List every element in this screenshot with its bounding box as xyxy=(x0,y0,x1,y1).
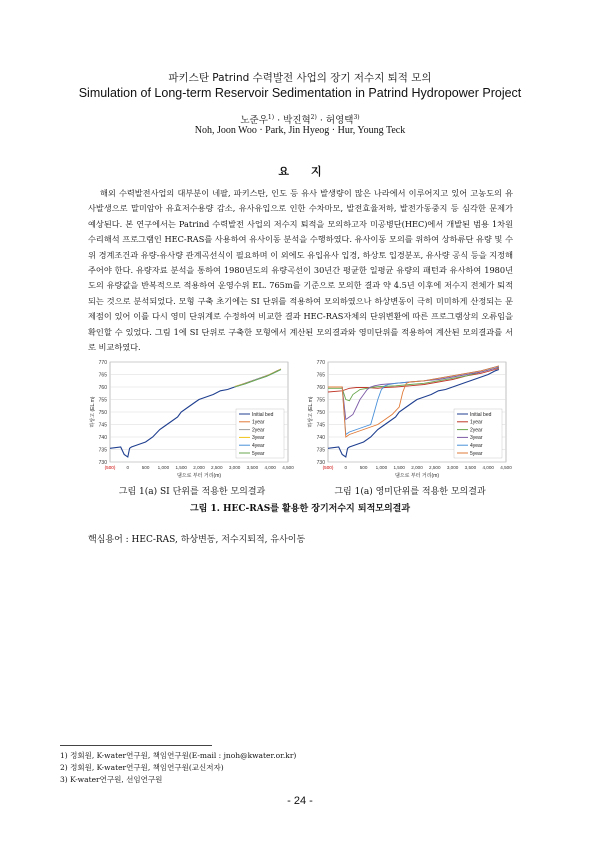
x-tick-label: 2,000 xyxy=(193,465,205,470)
chart-panel-b xyxy=(306,358,514,487)
author-name: 허영택 xyxy=(325,115,354,126)
legend-label: 3year xyxy=(470,435,483,442)
x-tick-label: 4,500 xyxy=(500,465,512,470)
x-tick-label: 1,000 xyxy=(157,465,170,470)
y-axis-label: 하상고 (EL.m) xyxy=(90,396,96,428)
author-separator: · xyxy=(274,115,284,126)
chart-panel-a xyxy=(88,358,296,487)
x-tick-label: 1,500 xyxy=(393,465,405,470)
y-tick-label: 765 xyxy=(98,372,107,379)
x-axis-label: 댐으로 부터 거리(m) xyxy=(394,473,440,479)
y-tick-label: 760 xyxy=(316,385,325,391)
keywords: 핵심용어 : HEC-RAS, 하상변동, 저수지퇴적, 유사이동 xyxy=(88,535,306,545)
x-tick-label: 2,500 xyxy=(429,465,441,470)
legend-label: 2year xyxy=(470,427,483,434)
y-tick-label: 765 xyxy=(316,372,325,379)
legend-label: 1year xyxy=(252,419,265,426)
y-tick-label: 740 xyxy=(316,435,325,441)
authors-english: Noh, Joon Woo · Park, Jin Hyeog · Hur, Young Teck xyxy=(194,125,406,136)
author-separator: · xyxy=(316,115,326,126)
author-footnote-mark: 1) xyxy=(267,113,275,121)
footnote-divider xyxy=(60,745,212,746)
x-tick-label: 3,000 xyxy=(228,465,241,470)
legend-label: 4year xyxy=(470,443,483,449)
y-tick-label: 735 xyxy=(98,447,107,454)
y-tick-label: 745 xyxy=(316,422,325,429)
y-axis-label: 하상고 (EL.m) xyxy=(308,396,314,428)
footnotes xyxy=(60,750,296,786)
x-tick-label: 4,500 xyxy=(282,465,294,470)
y-tick-label: 750 xyxy=(98,410,107,416)
y-tick-label: 750 xyxy=(316,410,325,416)
x-tick-label: 3,000 xyxy=(446,465,459,470)
footnote: 3) K-water연구원, 선임연구원 xyxy=(60,775,163,784)
y-tick-label: 730 xyxy=(316,460,325,466)
x-tick-label: 1,000 xyxy=(375,465,388,470)
x-tick-label: 0 xyxy=(344,465,348,470)
title-english: Simulation of Long-term Reservoir Sedimentation in Patrind Hydropower Project xyxy=(78,86,522,100)
subcaption-a: 그림 1(a) SI 단위를 적용한 모의결과 xyxy=(118,487,266,497)
x-tick-label: 2,000 xyxy=(411,465,423,470)
legend-label: 1year xyxy=(470,419,483,426)
y-tick-label: 745 xyxy=(98,422,107,429)
y-tick-label: 760 xyxy=(98,385,107,391)
x-tick-label: 500 xyxy=(359,465,368,470)
y-tick-label: 735 xyxy=(316,447,325,454)
y-tick-label: 755 xyxy=(316,397,325,404)
title-korean: 파키스탄 Patrind 수력발전 사업의 장기 저수지 퇴적 모의 xyxy=(168,72,432,84)
page-number: - 24 - xyxy=(287,795,313,807)
legend-label: Initial bed xyxy=(252,411,274,418)
chart-a-svg xyxy=(88,358,296,483)
legend-label: 2year xyxy=(252,427,265,434)
abstract-heading: 요지 xyxy=(278,165,344,178)
abstract-text: 해외 수력발전사업의 대부분이 네팔, 파키스탄, 인도 등 유사 발생량이 많은 나라에서 이루어지고 있어 고농도의 유사발생으로 말미암아 유효저수용량 감소, 유사유입으로 인한 수차마모, 발전효율저하, 발전가동중지 등 심각한 문제가 예상된다. 본 연구에서는 Patrind 수력발전 사업의 저수지 퇴적을 모의하고자 미공병단(HEC)에서 개발된 범용 1차원 수리해석 프로그램인 HEC-RAS를 사용하여 유사이동 분석을 수행하였다. 유사이동 모의를 위하여 상하류단 유량 및 수위 경계조건과 유량-유사량 관계곡선식이 필요하며 이 외에도 유입유사 입경, 하상토 입경분포, 유사량 공식 등을 지정해 주어야 한다. 유량자료 분석을 통하여 1980년도의 유량곡선이 30년간 평균한 일평균 유량의 패턴과 유사하여 1980년도의 유량값을 반복적으로 적용하여 운영수위 EL. 765m를 기준으로 모의한 결과 약 4.5년 이후에 저수지 전체가 퇴적되는 것으로 분석되었다. 모형 구축 초기에는 SI 단위를 적용하여 모의하였으나 하상변동이 극히 미미하게 산정되는 문제점이 있어 이를 다시 영미 단위계로 수정하여 비교한 결과 HEC-RAS자체의 단위변환에 따른 프로그램상의 오류임을 확인할 수 있었다. 그림 1에 SI 단위로 구축한 모형에서 계산된 모의결과와 영미단위를 적용하여 계산된 모의결과를 서로 비교하였다. xyxy=(88,188,513,353)
subcaption-b: 그림 1(a) 영미단위를 적용한 모의결과 xyxy=(334,487,486,497)
footnote: 2) 정회원, K-water연구원, 책임연구원(교신저자) xyxy=(60,763,224,772)
x-tick-label: 1,500 xyxy=(175,465,187,470)
x-axis-label: 댐으로 부터 거리(m) xyxy=(176,473,222,479)
y-tick-label: 730 xyxy=(98,460,107,466)
legend-label: 5year xyxy=(470,450,483,457)
chart-b-svg xyxy=(306,358,514,483)
author-footnote-mark: 3) xyxy=(353,113,360,121)
legend-label: 3year xyxy=(252,435,265,442)
x-tick-label: 3,500 xyxy=(464,465,477,470)
y-tick-label: 740 xyxy=(98,435,107,441)
x-tick-label: (500) xyxy=(322,465,334,470)
author-footnote-mark: 2) xyxy=(310,113,317,121)
authors-korean xyxy=(0,112,600,126)
y-tick-label: 755 xyxy=(98,397,107,404)
author-name: 노준우 xyxy=(240,115,268,126)
footnote: 1) 정회원, K-water연구원, 책임연구원(E-mail : jnoh@kwater.or.kr) xyxy=(60,751,297,760)
x-tick-label: 2,500 xyxy=(211,465,223,470)
x-tick-label: 4,000 xyxy=(482,465,494,470)
legend-label: 5year xyxy=(252,450,265,457)
x-tick-label: 500 xyxy=(141,465,150,470)
x-tick-label: (500) xyxy=(104,465,116,470)
legend-label: 4year xyxy=(252,443,265,449)
y-tick-label: 770 xyxy=(98,360,107,366)
x-tick-label: 4,000 xyxy=(264,465,276,470)
figure-caption: 그림 1. HEC-RAS를 활용한 장기저수지 퇴적모의결과 xyxy=(189,504,411,514)
x-tick-label: 3,500 xyxy=(246,465,259,470)
x-tick-label: 0 xyxy=(126,465,130,470)
legend-label: Initial bed xyxy=(470,411,492,418)
author-name: 박진혁 xyxy=(283,115,311,126)
y-tick-label: 770 xyxy=(316,360,325,366)
